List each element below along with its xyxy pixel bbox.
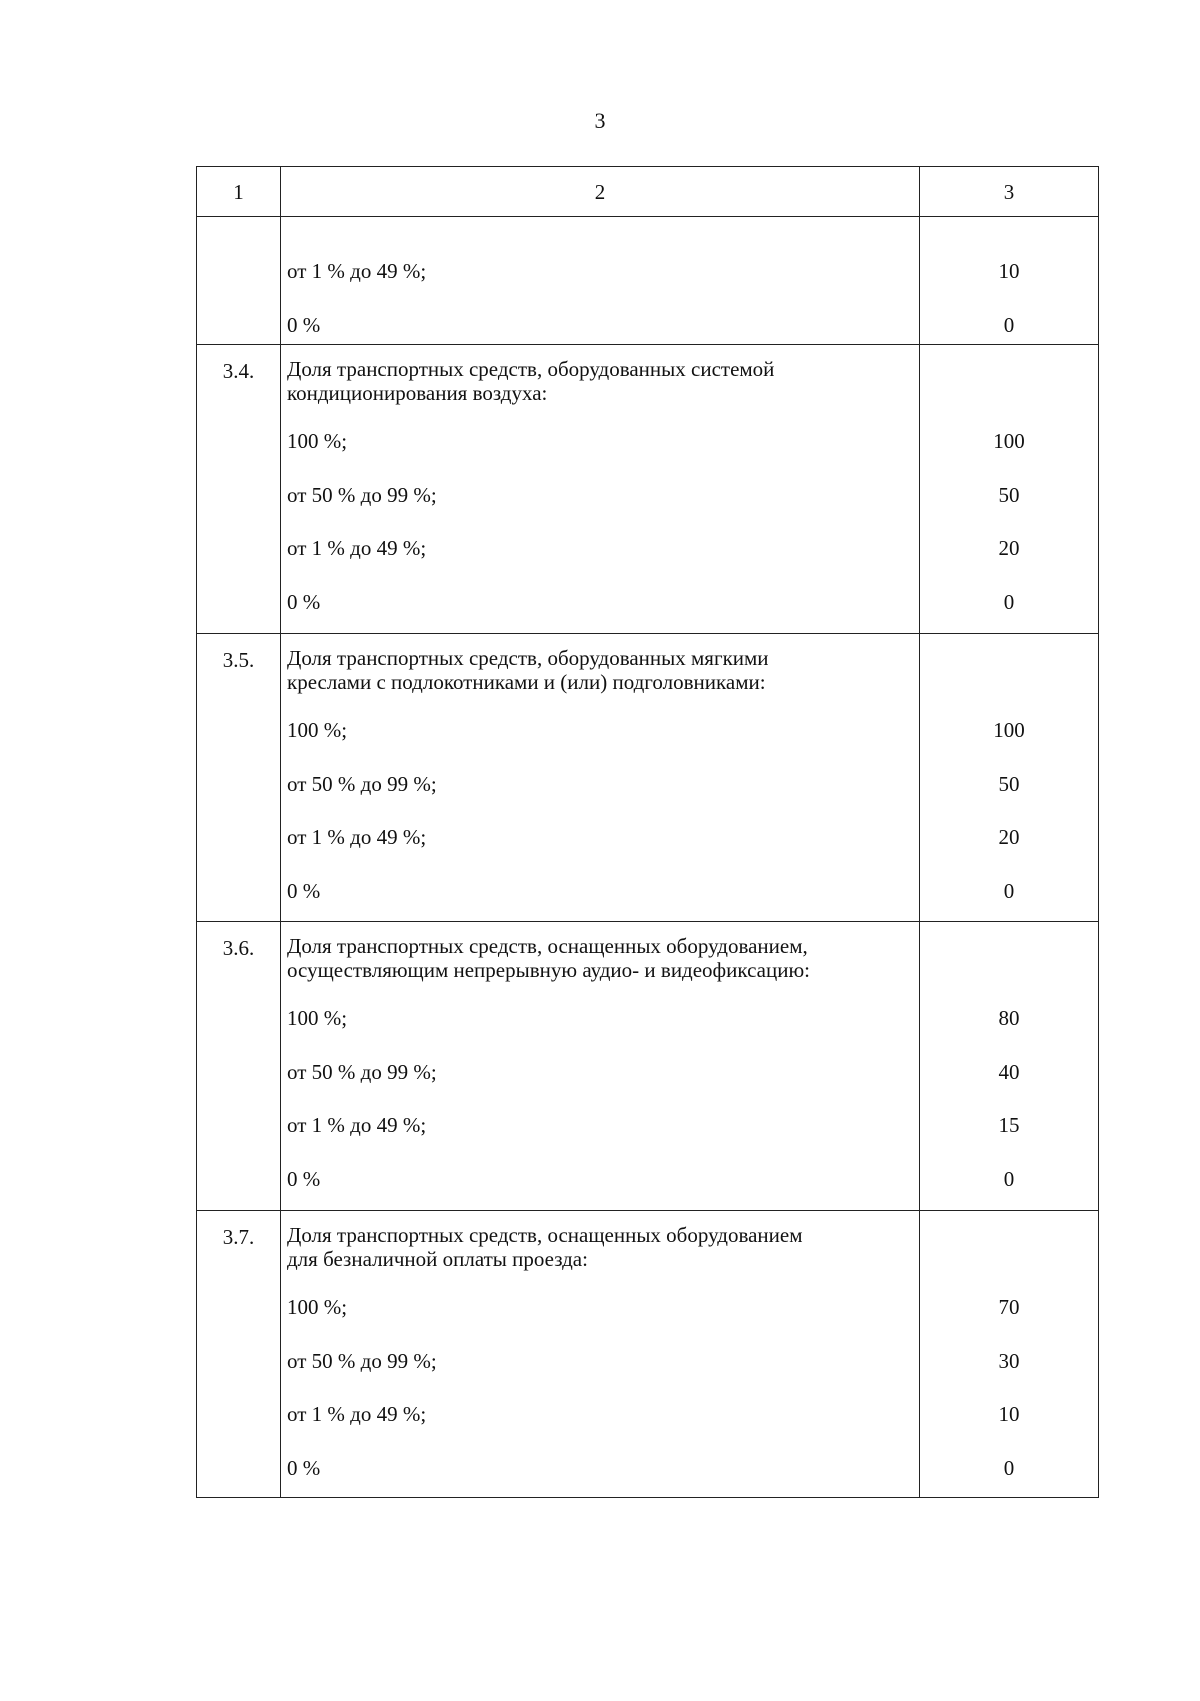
option-score: 50 [998, 482, 1020, 507]
option-label: от 1 % до 49 %; [287, 1113, 427, 1137]
option-score: 70 [998, 1295, 1020, 1319]
row-number: 3.6. [197, 922, 281, 1210]
criterion-title [287, 345, 919, 415]
option-score: 10 [998, 1402, 1020, 1426]
option-score: 50 [998, 771, 1020, 796]
row-description [281, 634, 920, 921]
header-col-1: 1 [197, 167, 281, 216]
criterion-title-line: Доля транспортных средств, оснащенных оборудованием [287, 1223, 803, 1247]
row-values [920, 1211, 1098, 1497]
option-score: 100 [993, 718, 1025, 742]
criterion-title-line: для безналичной оплаты проезда: [287, 1247, 588, 1271]
option-score: 100 [993, 429, 1025, 453]
option-label: 0 % [287, 1166, 321, 1191]
option-label: от 1 % до 49 %; [287, 1402, 427, 1426]
option-score: 0 [1003, 878, 1015, 903]
criterion-title [287, 1211, 919, 1281]
row-number: 3.7. [197, 1211, 281, 1497]
criterion-title [287, 922, 919, 992]
criterion-title [287, 634, 919, 704]
option-score: 30 [998, 1348, 1020, 1373]
option-score: 0 [1003, 312, 1015, 337]
row-values [920, 634, 1098, 921]
option-score: 0 [1003, 1166, 1015, 1191]
option-label: от 50 % до 99 %; [287, 482, 437, 507]
row-description [281, 345, 920, 633]
option-label: 100 %; [287, 1006, 348, 1030]
option-label: от 50 % до 99 %; [287, 1059, 437, 1084]
option-score: 20 [998, 536, 1020, 560]
option-score: 20 [998, 825, 1020, 849]
row-number [197, 217, 281, 344]
option-label: 100 %; [287, 718, 348, 742]
criteria-table [196, 166, 1099, 1498]
table-row-continuation [197, 216, 1098, 344]
row-description [281, 217, 920, 344]
row-description [281, 1211, 920, 1497]
option-label: 0 % [287, 589, 321, 614]
option-label: 0 % [287, 312, 321, 337]
option-label: 0 % [287, 878, 321, 903]
header-col-2: 2 [281, 167, 920, 216]
row-values [920, 217, 1098, 344]
option-score: 0 [1003, 1455, 1015, 1480]
header-col-3: 3 [1003, 180, 1015, 204]
option-score: 40 [998, 1059, 1020, 1084]
table-row-3-7 [197, 1210, 1098, 1497]
option-label: 0 % [287, 1455, 321, 1480]
option-label: от 50 % до 99 %; [287, 1348, 437, 1373]
row-number: 3.5. [197, 634, 281, 921]
option-label: от 1 % до 49 %; [287, 536, 427, 560]
criterion-title-line: Доля транспортных средств, оборудованных системой [287, 357, 775, 381]
table-row-3-4 [197, 344, 1098, 633]
option-score: 10 [998, 259, 1020, 283]
option-score: 15 [998, 1113, 1020, 1137]
row-values [920, 345, 1098, 633]
option-label: от 1 % до 49 %; [287, 259, 427, 283]
option-label: 100 %; [287, 429, 348, 453]
criterion-title-line: кондиционирования воздуха: [287, 381, 548, 405]
option-score: 0 [1003, 589, 1015, 614]
table-row-3-6 [197, 921, 1098, 1210]
row-description [281, 922, 920, 1210]
option-score: 80 [998, 1006, 1020, 1030]
table-row-3-5 [197, 633, 1098, 921]
criterion-title-line: креслами с подлокотниками и (или) подголовниками: [287, 670, 766, 694]
criterion-title-line: Доля транспортных средств, оснащенных оборудованием, [287, 934, 808, 958]
option-label: 100 %; [287, 1295, 348, 1319]
option-label: от 50 % до 99 %; [287, 771, 437, 796]
row-number: 3.4. [197, 345, 281, 633]
option-label: от 1 % до 49 %; [287, 825, 427, 849]
page-number: 3 [594, 108, 606, 133]
criterion-title-line: осуществляющим непрерывную аудио- и видеофиксацию: [287, 958, 810, 982]
criterion-title-line: Доля транспортных средств, оборудованных мягкими [287, 646, 769, 670]
row-values [920, 922, 1098, 1210]
table-header-row [197, 167, 1098, 216]
